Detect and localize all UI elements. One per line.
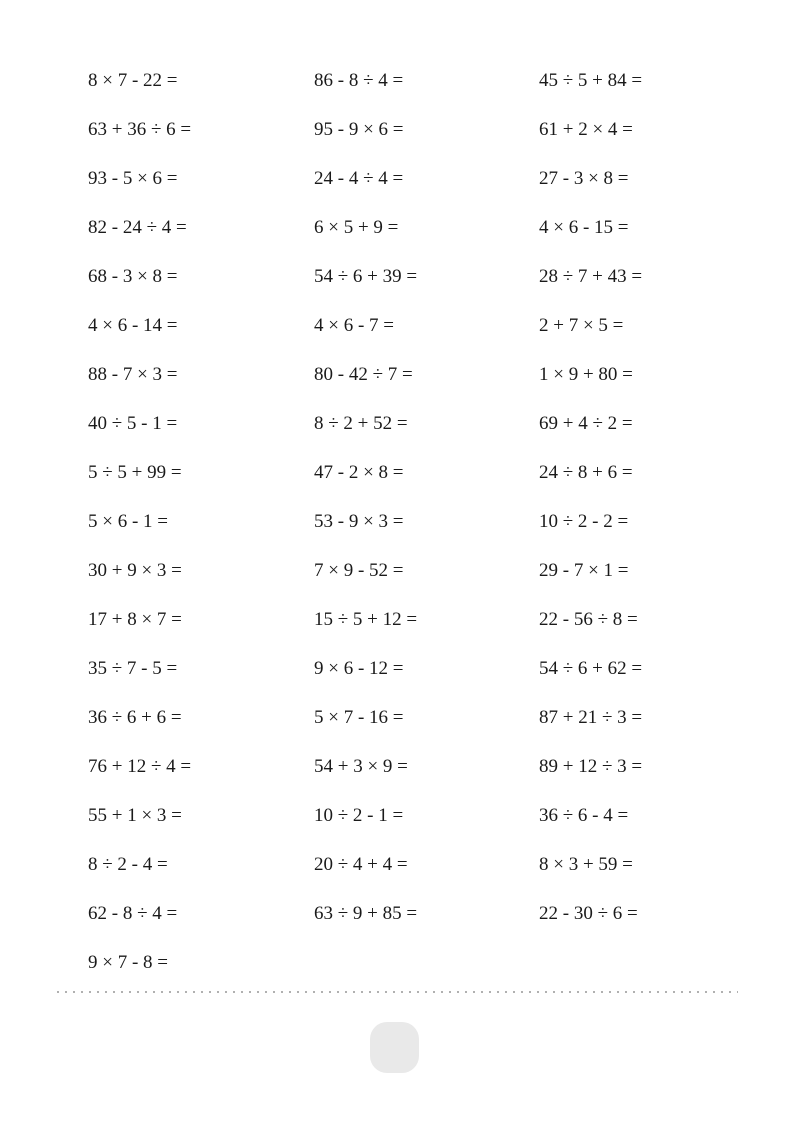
math-problem: 27 - 3 × 8 = [539,168,629,189]
math-problem: 22 - 56 ÷ 8 = [539,609,638,630]
math-problem: 63 ÷ 9 + 85 = [314,903,418,924]
math-problem: 30 + 9 × 3 = [88,560,182,581]
math-problem: 8 ÷ 2 - 4 = [88,854,168,875]
math-problem: 36 ÷ 6 + 6 = [88,707,182,728]
math-problem: 8 ÷ 2 + 52 = [314,413,408,434]
math-problem: 87 + 21 ÷ 3 = [539,707,643,728]
math-problem: 55 + 1 × 3 = [88,805,182,826]
problem-column-1 [88,56,191,987]
math-problem: 15 ÷ 5 + 12 = [314,609,418,630]
math-problem: 7 × 9 - 52 = [314,560,404,581]
math-problem: 4 × 6 - 14 = [88,315,178,336]
math-problem: 4 × 6 - 7 = [314,315,395,336]
math-problem: 45 ÷ 5 + 84 = [539,70,643,91]
math-problem: 5 × 6 - 1 = [88,511,169,532]
math-problem: 68 - 3 × 8 = [88,266,178,287]
math-problem: 61 + 2 × 4 = [539,119,633,140]
math-problem: 89 + 12 ÷ 3 = [539,756,643,777]
math-problem: 10 ÷ 2 - 1 = [314,805,404,826]
math-problem: 1 × 9 + 80 = [539,364,633,385]
math-problem: 35 ÷ 7 - 5 = [88,658,178,679]
math-problem: 8 × 3 + 59 = [539,854,633,875]
math-problem: 82 - 24 ÷ 4 = [88,217,187,238]
math-problem: 62 - 8 ÷ 4 = [88,903,178,924]
math-problem: 22 - 30 ÷ 6 = [539,903,638,924]
math-problem: 80 - 42 ÷ 7 = [314,364,413,385]
math-problem: 24 - 4 ÷ 4 = [314,168,404,189]
dotted-divider-line [57,991,738,993]
math-problem: 54 + 3 × 9 = [314,756,408,777]
math-problem: 69 + 4 ÷ 2 = [539,413,633,434]
math-problem: 53 - 9 × 3 = [314,511,404,532]
math-problem: 5 ÷ 5 + 99 = [88,462,182,483]
math-problem: 88 - 7 × 3 = [88,364,178,385]
math-problem: 9 × 7 - 8 = [88,952,169,973]
math-problem: 2 + 7 × 5 = [539,315,624,336]
math-problem: 29 - 7 × 1 = [539,560,629,581]
math-problem: 5 × 7 - 16 = [314,707,404,728]
math-problem: 95 - 9 × 6 = [314,119,404,140]
math-problem: 20 ÷ 4 + 4 = [314,854,408,875]
math-problem: 10 ÷ 2 - 2 = [539,511,629,532]
math-problem: 76 + 12 ÷ 4 = [88,756,192,777]
problem-column-2 [314,56,417,938]
math-problem: 93 - 5 × 6 = [88,168,178,189]
math-problem: 8 × 7 - 22 = [88,70,178,91]
math-problem: 28 ÷ 7 + 43 = [539,266,643,287]
math-problem: 54 ÷ 6 + 39 = [314,266,418,287]
problem-column-3 [539,56,642,938]
math-problem: 9 × 6 - 12 = [314,658,404,679]
math-problem: 47 - 2 × 8 = [314,462,404,483]
footer-oval-shape [370,1022,419,1073]
math-problem: 6 × 5 + 9 = [314,217,399,238]
math-problem: 86 - 8 ÷ 4 = [314,70,404,91]
math-problem: 4 × 6 - 15 = [539,217,629,238]
math-problem: 40 ÷ 5 - 1 = [88,413,178,434]
math-problem: 54 ÷ 6 + 62 = [539,658,643,679]
math-problem: 36 ÷ 6 - 4 = [539,805,629,826]
math-problem: 24 ÷ 8 + 6 = [539,462,633,483]
math-problem: 63 + 36 ÷ 6 = [88,119,192,140]
math-problem: 17 + 8 × 7 = [88,609,182,630]
